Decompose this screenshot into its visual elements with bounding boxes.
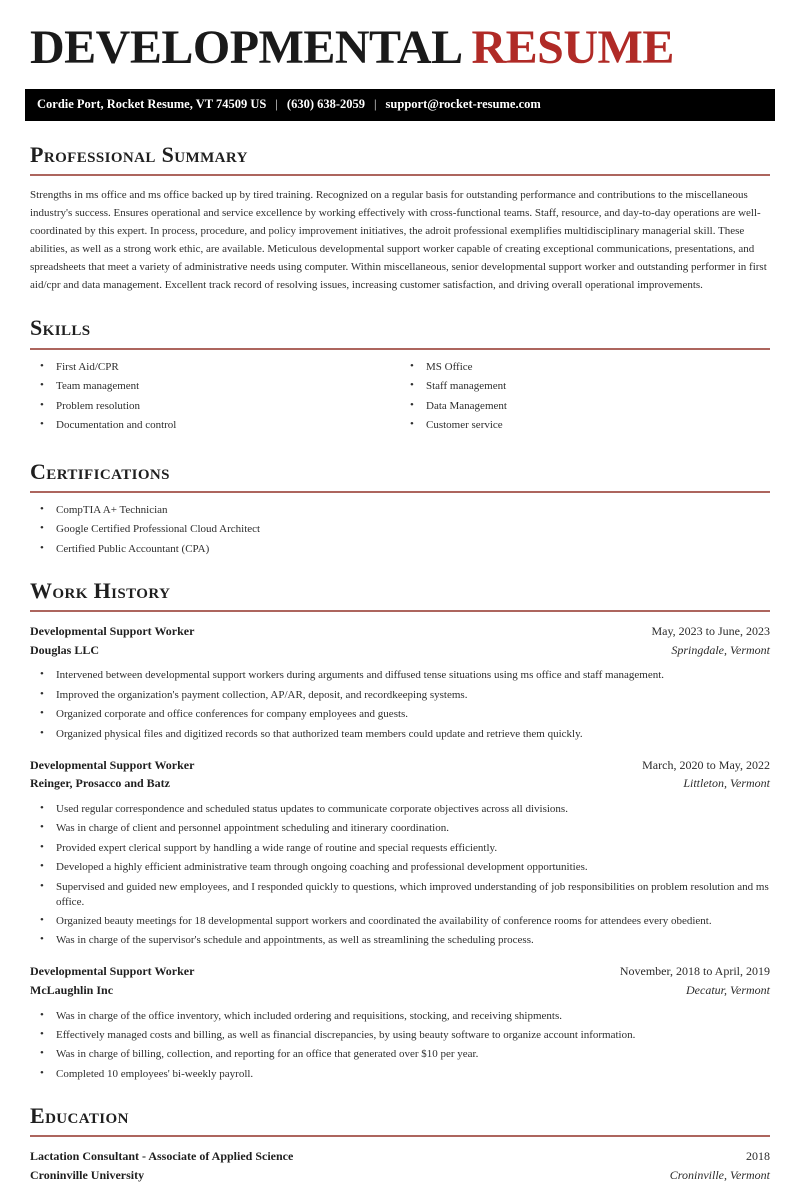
- contact-address: Cordie Port, Rocket Resume, VT 74509 US: [37, 97, 267, 111]
- skill-item: • Staff management: [410, 379, 770, 394]
- bullet-item: • Organized physical files and digitized records so that authorized team members could update and retrieve them quickly.: [40, 727, 770, 742]
- job-entry: [30, 962, 770, 1082]
- contact-bar: [25, 89, 775, 121]
- section-certifications: [30, 459, 770, 557]
- job-location: Decatur, Vermont: [686, 982, 770, 997]
- education-header-row: [30, 1147, 770, 1166]
- skill-item: • First Aid/CPR: [40, 360, 400, 375]
- skill-item: • Team management: [40, 379, 400, 394]
- job-header-row: [30, 756, 770, 775]
- skills-columns: [30, 360, 770, 438]
- job-header-row: [30, 962, 770, 981]
- certification-item: • Google Certified Professional Cloud Architect: [40, 522, 770, 537]
- bullet-item: • Was in charge of client and personnel appointment scheduling and itinerary coordination.: [40, 821, 770, 836]
- section-heading: Education: [30, 1102, 129, 1128]
- bullet-item: • Completed 10 employees' bi-weekly payroll.: [40, 1067, 770, 1082]
- education-location: Croninville, Vermont: [669, 1167, 770, 1182]
- contact-phone: (630) 638-2059: [286, 97, 366, 111]
- certification-item: • Certified Public Accountant (CPA): [40, 542, 770, 557]
- skill-item: • Customer service: [410, 418, 770, 433]
- section-rule: [30, 1135, 770, 1137]
- education-year: 2018: [746, 1149, 770, 1164]
- job-company: Douglas LLC: [30, 642, 100, 657]
- section-skills: [30, 315, 770, 437]
- bullet-item: • Supervised and guided new employees, and I responded quickly to questions, which improved understanding of job responsibilities on problem resolution and ms office.: [40, 880, 770, 910]
- summary-text: Strengths in ms office and ms office backed up by tired training. Recognized on a regular basis for outstanding performance and contributions to the miscellaneous industry's success. Ensures operational and service excellence by working effectively with cross-functional teams. Staff, resource, and day-to-day operations are well-coordinated by this expert. In process, procedure, and policy improvement initiatives, the adroit professional exemplifies multidisciplinary managerial skill. These abilities, as well as a strong work ethic, are available. Meticulous developmental support worker capable of creating exceptional communications, presentations, and spreadsheets that meet a variety of administrative needs using computer. Within miscellaneous, senior developmental support worker and outstanding performer in first aid/cpr and data management. Excellent track record of resolving issues, increasing customer satisfaction, and driving overall operational improvements.: [30, 189, 767, 292]
- skill-item: • Data Management: [410, 399, 770, 414]
- contact-email: support@rocket-resume.com: [385, 97, 541, 111]
- section-heading: Skills: [30, 315, 91, 341]
- section-rule: [30, 610, 770, 612]
- job-dates: May, 2023 to June, 2023: [651, 624, 770, 639]
- job-entry: [30, 622, 770, 742]
- contact-separator: |: [275, 97, 278, 111]
- bullet-item: • Developed a highly efficient administrative team through ongoing coaching and professional development opportunities.: [40, 860, 770, 875]
- job-title: Developmental Support Worker: [30, 624, 195, 639]
- school-name: Croninville University: [30, 1167, 145, 1182]
- job-dates: November, 2018 to April, 2019: [619, 964, 770, 979]
- certifications-list: [30, 503, 770, 557]
- bullet-item: • Intervened between developmental support workers during arguments and diffused tense situations using ms office and staff management.: [40, 668, 770, 683]
- section-heading: Work History: [30, 577, 171, 603]
- education-header-row: [30, 1166, 770, 1184]
- job-bullets: [30, 668, 770, 741]
- job-entry: [30, 756, 770, 949]
- section-professional-summary: [30, 142, 770, 294]
- skill-item: • Problem resolution: [40, 399, 400, 414]
- section-work-history: [30, 578, 770, 1082]
- section-rule: [30, 491, 770, 493]
- section-education: [30, 1103, 770, 1184]
- section-rule: [30, 174, 770, 176]
- skills-list-right: [400, 360, 770, 438]
- skills-list-left: [30, 360, 400, 438]
- bullet-item: • Was in charge of the supervisor's schedule and appointments, as well as streamlining the scheduling process.: [40, 933, 770, 948]
- bullet-item: • Organized beauty meetings for 18 developmental support workers and coordinated the availability of conference rooms for attendees every obedient.: [40, 914, 770, 929]
- contact-separator: |: [374, 97, 377, 111]
- job-header-row: [30, 622, 770, 641]
- title-accent: RESUME: [471, 21, 674, 74]
- job-header-row: [30, 981, 770, 1000]
- bullet-item: • Provided expert clerical support by handling a wide range of routine and special requests efficiently.: [40, 841, 770, 856]
- bullet-item: • Effectively managed costs and billing, as well as financial discrepancies, by using beauty software to organize account information.: [40, 1028, 770, 1043]
- job-header-row: [30, 641, 770, 660]
- section-rule: [30, 348, 770, 350]
- job-company: McLaughlin Inc: [30, 982, 114, 997]
- job-location: Littleton, Vermont: [683, 776, 770, 791]
- resume-title: [30, 21, 770, 74]
- job-header-row: [30, 774, 770, 793]
- section-heading: Professional Summary: [30, 142, 248, 167]
- job-company: Reinger, Prosacco and Batz: [30, 776, 170, 791]
- job-dates: March, 2020 to May, 2022: [642, 757, 770, 772]
- certification-item: • CompTIA A+ Technician: [40, 503, 770, 518]
- skill-item: • MS Office: [410, 360, 770, 375]
- education-entry: [30, 1147, 770, 1184]
- degree-title: Lactation Consultant - Associate of Applied Science: [30, 1149, 294, 1164]
- bullet-item: • Was in charge of the office inventory, which included ordering and requisitions, stocking, and receiving shipments.: [40, 1009, 770, 1024]
- bullet-item: • Used regular correspondence and scheduled status updates to communicate corporate objectives across all divisions.: [40, 802, 770, 817]
- job-bullets: [30, 1009, 770, 1082]
- job-bullets: [30, 802, 770, 949]
- job-title: Developmental Support Worker: [30, 757, 195, 772]
- section-heading: Certifications: [30, 458, 170, 484]
- skill-item: • Documentation and control: [40, 418, 400, 433]
- job-title: Developmental Support Worker: [30, 964, 195, 979]
- job-location: Springdale, Vermont: [671, 642, 770, 657]
- bullet-item: • Was in charge of billing, collection, and reporting for an office that generated over $10 per year.: [40, 1047, 770, 1062]
- bullet-item: • Improved the organization's payment collection, AP/AR, deposit, and recordkeeping systems.: [40, 688, 770, 703]
- title-primary: DEVELOPMENTAL: [30, 21, 460, 74]
- bullet-item: • Organized corporate and office conferences for company employees and guests.: [40, 707, 770, 722]
